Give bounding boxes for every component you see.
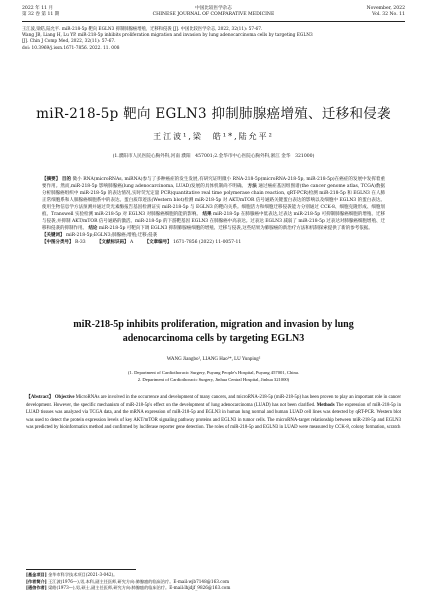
abstract-en [26,394,401,432]
corresponding-note [26,585,401,592]
abstract-label-cn: 【摘要】 [42,177,61,182]
objective-text: MicroRNAs are involved in the occurrence and development of many cancers, and microRNA-218-5p (miR-218-5p) has been proven to play an important role in cancer development. However, the specific mechanism of miR-218-5p's effect on the development of lung adenocarcinoma (LUAD) has not been clarified. [26,395,402,408]
article-no-value: 1671-7856 (2022) 11-0057-11 [173,240,242,245]
objective-label: Objective [54,395,75,400]
header-date: 2022 年 11 月 [22,6,54,11]
article-title-en [0,318,427,346]
results-text-cn: miR-218-5p 在肺腺癌中低表达,过表达 miR-218-5p 可抑制肺腺癌细胞的增殖、迁移与侵袭,并抑制 AKT/mTOR 信号通路的激活。miR-218-5p 的下游靶基因 EGLN3 在肺腺癌中高表达。过表达 EGLN3 减弱了 miR-218-5p 过表达对肺腺癌细胞增殖、迁移和侵袭的抑制作用。 [42,212,385,231]
title-en-line2: adenocarcinoma cells by targeting EGLN3 [122,333,305,344]
purpose-label: 目的 [61,177,72,182]
fund-label: [基金项目] [26,572,47,577]
article-no-label: 【文章编号】 [144,240,172,245]
footnote-rule [26,569,136,570]
title-en-line1: miR-218-5p inhibits proliferation, migration and invasion by lung [73,319,354,330]
affiliation-en-1: (1. Department of Cardiothoracic Surgery, Puyang People's Hospital, Puyang 457001, China. [127,370,300,375]
results-label-cn: 结果 [202,212,212,217]
doc-code-label: 【文献标识码】 [97,240,129,245]
corr-text: 梁皓(1973—),男,硕士,副主任医师,研究方向:肺腺癌的临床治疗。E-mail:lhjdjf_9826@163.com [48,585,231,591]
authors-en: WANG Jiangbo¹, LIANG Hao¹*, LU Yunping² [166,357,261,362]
affiliation-cn: (1.濮阳市人民医院心胸外科,河南 濮阳 457001;2.金华市中心医院心胸外科,浙江 金华 321000) [112,154,315,159]
keywords: miR-218-5p;EGLN3;肺腺癌;增殖;迁移;侵袭 [65,233,158,238]
doc-code-value: A [129,240,134,245]
clc-label: 【中图分类号】 [42,240,74,245]
citation-en-ref: [J]. Chin J Comp Med, 2022, 32(11): 57-67. [22,39,116,45]
methods-label-cn: 方法 [247,184,257,189]
affiliation-en-2: 2. Department of Cardiothoracic Surgery, Jinhua Central Hospital, Jinhua 321000) [137,377,290,382]
classification-line [42,239,385,246]
header-rule [22,21,405,22]
conclusions-text-cn: miR-218-5p 可靶向下调 EGLN3 抑制肺腺癌细胞的增殖、迁移与侵袭,这些结果为肺腺癌的新治疗方法和机制探索提供了新的参考依据。 [98,226,373,231]
header-volume: 第 32 卷 第 11 期 [22,12,60,17]
header-center [22,6,405,18]
header-volume-en: Vol. 32 No. 11 [372,12,405,17]
abstract-cn [42,176,385,246]
citation-cn: 王江波,梁皓,陆允平. miR-218-5p 靶向 EGLN3 抑制肺腺癌增殖、迁移和侵袭 [J]. 中国比较医学杂志, 2022, 32(11): 57-67. [22,27,263,32]
methods-text-en: The expression of miR-218-5p in LUAD tissues was analyzed via TCGA data, and the mRNA expression of miR-218-5p and EGLN3 in human lung normal and human LUAD cell lines was detected by qRT-PCR. Western blot was used to detect the protein expression levels of key AKT/mTOR signaling pathway proteins and EGLN3 in tumor cells. The microRNA-target relationship between miR-218-5p and EGLN3 was predicted by bioinformatics method and confirmed by luciferase reporter gene detection. The roles of miR-218-5p and EGLN3 in LUAD were measured by CCK-8, colony formation, scratch [26,402,402,431]
corr-label: [通信作者] [26,585,47,591]
authors-cn: 王江波¹,梁 皓¹*,陆允平² [153,132,274,141]
clc-value: R-33 [74,240,86,245]
citation-en: Wang JB, Liang H, Lu YP. miR-218-5p inhibits proliferation migration and invasion by lung adenocarcinoma cells by targeting EGLN3 [22,33,313,39]
author-label: [作者简介] [26,578,47,584]
conclusions-label-cn: 结论 [88,226,98,231]
keywords-line [42,232,385,239]
header-date-en: November, 2022 [366,6,405,11]
keywords-label: 【关键词】 [42,233,65,238]
doi: doi: 10.3969/j.issn.1671-7856. 2022. 11. 008 [22,45,120,51]
fund-note [26,572,401,579]
journal-name-cn: 中国比较医学杂志 [195,6,232,11]
footnotes [26,572,401,592]
fund-text: 金华市科学技术项目(2021-3-042)。 [48,572,118,577]
affiliation-en [0,369,427,383]
methods-text-cn: 通过癌症基因组图谱(the cancer genome atlas, TCGA)数据分析肺腺癌组织中 miR-218-5p 的表达情况,实时荧光定量 PCR(quantitative real time polymerase chain reaction, qRT-PCR)检测 miR-218-5p 和 EGLN3 在人肺正常细胞系和人肺腺癌细胞系中的表达。蛋白质印迹法(Western blot)检测 miR-218-5p 对 AKT/mTOR 信号通路关键蛋白表达的影响以及细胞中 EGLN3 的蛋白表达。使用生物信息学方法预测并通过荧光素酶报告基因检测证实 miR-218-5p 与 EGLN3 的靶向关系。细胞活力和细胞迁移侵袭能力分别通过 CCK-8、细胞克隆形成、细胞划痕、Transwell 实验检测 miR-218-5p 对 EGLN3 对肺腺癌细胞的能的影响。 [42,184,386,217]
citation-block [22,27,405,52]
article-title-cn: miR-218-5p 靶向 EGLN3 抑制肺腺癌增殖、迁移和侵袭 [36,106,391,122]
abstract-label-en: 【Abstract】 [26,395,54,400]
purpose-text: 微小 RNA(microRNAs, miRNA)参与了多种癌症的发生发展,有研究证明微小 RNA-218-5p(microRNA-218-5p, miR-218-5p)在癌症的发展中发挥着重要作用。然而,miR-218-5p 影响肺腺癌(lung adenocarcinoma, LUAD)发展的具体机制尚不明确。 [42,177,385,189]
running-header [22,6,405,22]
author-text: 王江波(1976—),男,本科,副主任医师,研究方向:肺腺癌的临床治疗。E-mail:wjb7148@163.com [48,578,230,584]
methods-label-en: Methods [316,402,335,408]
header-right [367,6,405,18]
journal-name-en: CHINESE JOURNAL OF COMPARATIVE MEDICINE [152,12,275,17]
